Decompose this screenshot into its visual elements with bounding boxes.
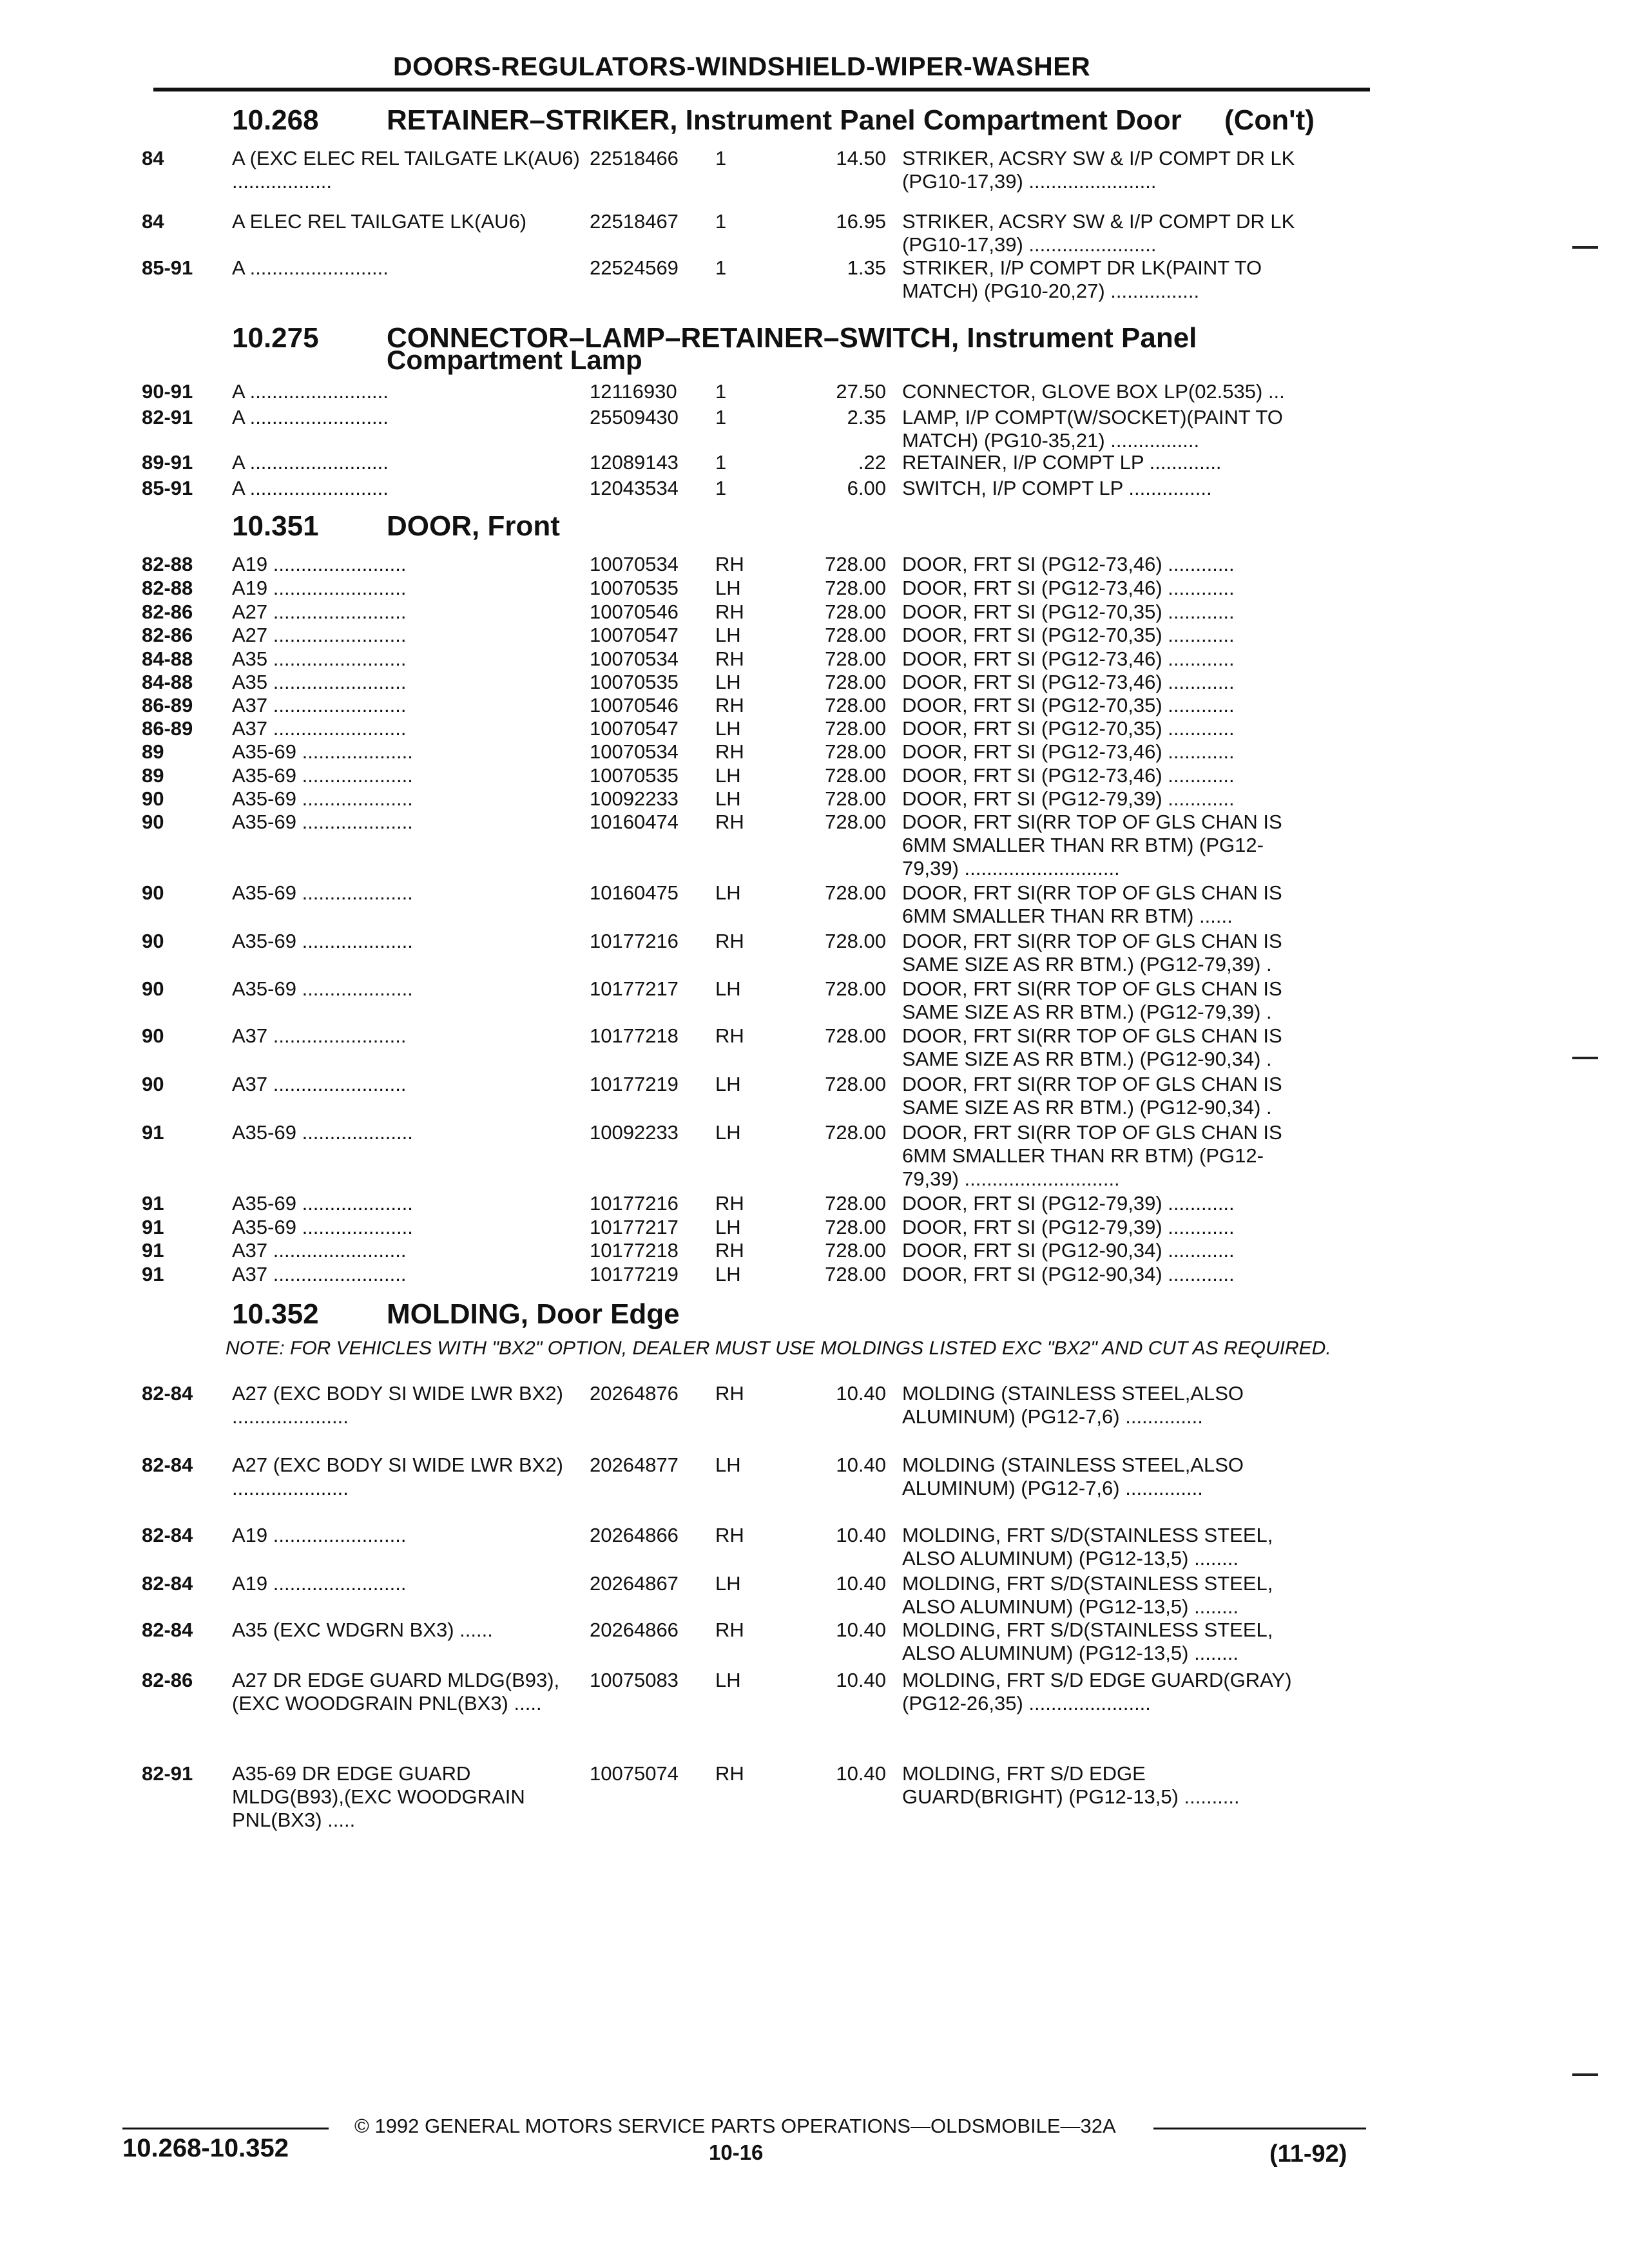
- quantity-or-side: LH: [715, 1669, 741, 1691]
- model-description: A35 ........................: [232, 671, 407, 693]
- part-description: DOOR, FRT SI(RR TOP OF GLS CHAN IS SAME SIZE AS RR BTM.) (PG12-90,34) .: [902, 1024, 1282, 1070]
- footer-rule-right: [1153, 2128, 1366, 2129]
- model-description: A35-69 ....................: [232, 811, 413, 833]
- quantity-or-side: LH: [715, 1073, 741, 1095]
- footer-page-number: 10-16: [709, 2140, 764, 2164]
- part-number: 22524569: [590, 256, 679, 279]
- quantity-or-side: RH: [715, 811, 744, 833]
- model-years: 90-91: [142, 380, 193, 403]
- part-number: 10070535: [590, 577, 679, 599]
- model-description: A35 (EXC WDGRN BX3) ......: [232, 1619, 493, 1641]
- part-number: 10177216: [590, 1192, 679, 1215]
- part-number: 10070534: [590, 553, 679, 575]
- model-years: 90: [142, 787, 164, 810]
- part-description: DOOR, FRT SI (PG12-79,39) ............: [902, 1192, 1235, 1215]
- model-years: 84-88: [142, 671, 193, 693]
- list-price: 728.00: [825, 1239, 886, 1262]
- list-price: 10.40: [836, 1454, 886, 1476]
- quantity-or-side: LH: [715, 1216, 741, 1238]
- part-description: STRIKER, I/P COMPT DR LK(PAINT TO MATCH) (PG10-20,27) ................: [902, 256, 1262, 302]
- model-years: 82-84: [142, 1524, 193, 1546]
- quantity-or-side: RH: [715, 1524, 744, 1546]
- model-years: 91: [142, 1263, 164, 1285]
- list-price: 728.00: [825, 977, 886, 1000]
- part-number: 10070547: [590, 624, 679, 646]
- part-description: DOOR, FRT SI (PG12-73,46) ............: [902, 553, 1235, 575]
- part-description: DOOR, FRT SI(RR TOP OF GLS CHAN IS 6MM SMALLER THAN RR BTM) ......: [902, 881, 1282, 927]
- quantity-or-side: LH: [715, 881, 741, 904]
- group-number: 10.351: [232, 510, 319, 542]
- quantity-or-side: LH: [715, 787, 741, 810]
- list-price: 1.35: [847, 256, 886, 279]
- model-description: A27 (EXC BODY SI WIDE LWR BX2) .....................: [232, 1454, 563, 1499]
- part-description: DOOR, FRT SI(RR TOP OF GLS CHAN IS SAME SIZE AS RR BTM.) (PG12-79,39) .: [902, 977, 1282, 1023]
- list-price: 728.00: [825, 1216, 886, 1238]
- group-subtitle: Compartment Lamp: [387, 345, 642, 375]
- model-description: A37 ........................: [232, 694, 407, 716]
- model-years: 89: [142, 740, 164, 763]
- margin-mark: [1572, 246, 1598, 249]
- quantity-or-side: RH: [715, 1619, 744, 1641]
- part-description: DOOR, FRT SI (PG12-73,46) ............: [902, 740, 1235, 763]
- group-heading: [0, 510, 1629, 544]
- part-description: LAMP, I/P COMPT(W/SOCKET)(PAINT TO MATCH) (PG10-35,21) ................: [902, 406, 1283, 452]
- part-description: DOOR, FRT SI (PG12-70,35) ............: [902, 717, 1235, 740]
- part-number: 10075083: [590, 1669, 679, 1691]
- part-description: DOOR, FRT SI (PG12-90,34) ............: [902, 1239, 1235, 1262]
- part-number: 10075074: [590, 1762, 679, 1785]
- continued-label: (Con't): [1224, 104, 1315, 136]
- quantity-or-side: LH: [715, 577, 741, 599]
- list-price: 728.00: [825, 787, 886, 810]
- model-years: 84: [142, 210, 164, 233]
- quantity-or-side: 1: [715, 210, 727, 233]
- part-description: DOOR, FRT SI (PG12-73,46) ............: [902, 648, 1235, 670]
- model-years: 91: [142, 1121, 164, 1144]
- list-price: 728.00: [825, 553, 886, 575]
- part-number: 10177217: [590, 977, 679, 1000]
- part-description: DOOR, FRT SI (PG12-70,35) ............: [902, 601, 1235, 623]
- footer-rule-left: [122, 2128, 329, 2129]
- quantity-or-side: 1: [715, 406, 727, 428]
- model-description: A .........................: [232, 451, 389, 474]
- quantity-or-side: LH: [715, 764, 741, 787]
- model-description: A19 ........................: [232, 1572, 407, 1595]
- part-description: RETAINER, I/P COMPT LP .............: [902, 451, 1222, 474]
- quantity-or-side: LH: [715, 1454, 741, 1476]
- model-years: 82-88: [142, 577, 193, 599]
- model-years: 89: [142, 764, 164, 787]
- list-price: 728.00: [825, 694, 886, 716]
- quantity-or-side: 1: [715, 477, 727, 499]
- model-description: A19 ........................: [232, 577, 407, 599]
- list-price: 10.40: [836, 1524, 886, 1546]
- part-number: 20264867: [590, 1572, 679, 1595]
- model-description: A37 ........................: [232, 1073, 407, 1095]
- part-number: 10177218: [590, 1024, 679, 1047]
- quantity-or-side: RH: [715, 1239, 744, 1262]
- part-number: 22518466: [590, 147, 679, 169]
- group-title: RETAINER–STRIKER, Instrument Panel Compartment Door: [387, 104, 1182, 136]
- footer-section-range: 10.268-10.352: [122, 2134, 289, 2162]
- part-number: 12116930: [590, 380, 677, 403]
- footer-revision-date: (11-92): [1269, 2140, 1347, 2167]
- page-title: DOORS-REGULATORS-WINDSHIELD-WIPER-WASHER: [393, 52, 1091, 81]
- quantity-or-side: LH: [715, 1572, 741, 1595]
- margin-mark: [1572, 1057, 1598, 1059]
- model-years: 91: [142, 1192, 164, 1215]
- model-description: A35-69 DR EDGE GUARD MLDG(B93),(EXC WOODGRAIN PNL(BX3) .....: [232, 1762, 525, 1831]
- model-description: A27 ........................: [232, 601, 407, 623]
- list-price: 10.40: [836, 1669, 886, 1691]
- part-number: 10177217: [590, 1216, 679, 1238]
- group-title: MOLDING, Door Edge: [387, 1298, 680, 1330]
- model-years: 90: [142, 1073, 164, 1095]
- part-description: MOLDING, FRT S/D EDGE GUARD(BRIGHT) (PG12-13,5) ..........: [902, 1762, 1240, 1808]
- model-description: A .........................: [232, 477, 389, 499]
- part-number: 10177219: [590, 1073, 679, 1095]
- model-description: A .........................: [232, 406, 389, 428]
- part-number: 22518467: [590, 210, 679, 233]
- model-years: 82-84: [142, 1382, 193, 1405]
- part-description: STRIKER, ACSRY SW & I/P COMPT DR LK (PG10-17,39) .......................: [902, 147, 1295, 193]
- model-description: A35-69 ....................: [232, 1216, 413, 1238]
- list-price: .22: [858, 451, 886, 474]
- model-description: A35-69 ....................: [232, 977, 413, 1000]
- part-description: DOOR, FRT SI(RR TOP OF GLS CHAN IS 6MM SMALLER THAN RR BTM) (PG12- 79,39) ............................: [902, 1121, 1282, 1190]
- model-years: 91: [142, 1239, 164, 1262]
- model-description: A35-69 ....................: [232, 764, 413, 787]
- part-number: 12043534: [590, 477, 679, 499]
- model-years: 91: [142, 1216, 164, 1238]
- list-price: 728.00: [825, 717, 886, 740]
- list-price: 728.00: [825, 671, 886, 693]
- part-number: 10070535: [590, 671, 679, 693]
- part-description: DOOR, FRT SI (PG12-70,35) ............: [902, 624, 1235, 646]
- part-description: DOOR, FRT SI(RR TOP OF GLS CHAN IS SAME SIZE AS RR BTM.) (PG12-90,34) .: [902, 1073, 1282, 1119]
- list-price: 728.00: [825, 1192, 886, 1215]
- list-price: 728.00: [825, 1073, 886, 1095]
- quantity-or-side: RH: [715, 1382, 744, 1405]
- quantity-or-side: RH: [715, 1762, 744, 1785]
- part-description: DOOR, FRT SI(RR TOP OF GLS CHAN IS 6MM SMALLER THAN RR BTM) (PG12- 79,39) ............................: [902, 811, 1282, 879]
- part-number: 10160474: [590, 811, 679, 833]
- part-number: 20264866: [590, 1524, 679, 1546]
- margin-mark: [1572, 2073, 1598, 2076]
- list-price: 728.00: [825, 624, 886, 646]
- model-years: 82-86: [142, 624, 193, 646]
- quantity-or-side: LH: [715, 624, 741, 646]
- model-description: A37 ........................: [232, 1263, 407, 1285]
- model-years: 90: [142, 811, 164, 833]
- model-description: A27 ........................: [232, 624, 407, 646]
- model-description: A35 ........................: [232, 648, 407, 670]
- list-price: 2.35: [847, 406, 886, 428]
- model-description: A ELEC REL TAILGATE LK(AU6): [232, 210, 527, 233]
- part-description: DOOR, FRT SI (PG12-73,46) ............: [902, 577, 1235, 599]
- model-description: A37 ........................: [232, 717, 407, 740]
- quantity-or-side: RH: [715, 601, 744, 623]
- model-description: A35-69 ....................: [232, 881, 413, 904]
- group-number: 10.275: [232, 322, 319, 354]
- part-number: 25509430: [590, 406, 679, 428]
- part-number: 10092233: [590, 787, 679, 810]
- part-description: MOLDING (STAINLESS STEEL,ALSO ALUMINUM) (PG12-7,6) ..............: [902, 1382, 1244, 1428]
- part-number: 10177218: [590, 1239, 679, 1262]
- quantity-or-side: RH: [715, 648, 744, 670]
- model-description: A37 ........................: [232, 1239, 407, 1262]
- group-heading: [0, 104, 1629, 138]
- part-description: MOLDING (STAINLESS STEEL,ALSO ALUMINUM) (PG12-7,6) ..............: [902, 1454, 1244, 1499]
- group-title: CONNECTOR–LAMP–RETAINER–SWITCH, Instrument Panel: [387, 322, 1197, 354]
- model-years: 82-91: [142, 1762, 193, 1785]
- part-number: 20264866: [590, 1619, 679, 1641]
- model-years: 84: [142, 147, 164, 169]
- group-title: DOOR, Front: [387, 510, 560, 542]
- model-description: A37 ........................: [232, 1024, 407, 1047]
- group-note: NOTE: FOR VEHICLES WITH "BX2" OPTION, DEALER MUST USE MOLDINGS LISTED EXC "BX2" AND CUT AS REQUIRED.: [226, 1338, 1331, 1359]
- model-description: A27 (EXC BODY SI WIDE LWR BX2) .....................: [232, 1382, 563, 1428]
- list-price: 728.00: [825, 577, 886, 599]
- part-description: STRIKER, ACSRY SW & I/P COMPT DR LK (PG10-17,39) .......................: [902, 210, 1295, 256]
- model-years: 90: [142, 930, 164, 952]
- list-price: 728.00: [825, 1263, 886, 1285]
- part-description: MOLDING, FRT S/D(STAINLESS STEEL, ALSO ALUMINUM) (PG12-13,5) ........: [902, 1572, 1273, 1618]
- part-number: 10070535: [590, 764, 679, 787]
- quantity-or-side: RH: [715, 740, 744, 763]
- quantity-or-side: 1: [715, 451, 727, 474]
- part-description: DOOR, FRT SI (PG12-73,46) ............: [902, 671, 1235, 693]
- quantity-or-side: 1: [715, 147, 727, 169]
- part-number: 10177216: [590, 930, 679, 952]
- part-description: DOOR, FRT SI (PG12-73,46) ............: [902, 764, 1235, 787]
- quantity-or-side: LH: [715, 671, 741, 693]
- part-number: 10070546: [590, 601, 679, 623]
- part-number: 20264876: [590, 1382, 679, 1405]
- part-number: 12089143: [590, 451, 679, 474]
- part-number: 10070534: [590, 648, 679, 670]
- model-years: 82-88: [142, 553, 193, 575]
- list-price: 728.00: [825, 648, 886, 670]
- quantity-or-side: LH: [715, 1121, 741, 1144]
- part-description: DOOR, FRT SI (PG12-79,39) ............: [902, 787, 1235, 810]
- model-years: 82-84: [142, 1454, 193, 1476]
- quantity-or-side: RH: [715, 694, 744, 716]
- model-description: A19 ........................: [232, 1524, 407, 1546]
- part-number: 10092233: [590, 1121, 679, 1144]
- group-number: 10.352: [232, 1298, 319, 1330]
- model-years: 86-89: [142, 694, 193, 716]
- part-number: 20264877: [590, 1454, 679, 1476]
- model-description: A35-69 ....................: [232, 787, 413, 810]
- list-price: 16.95: [836, 210, 886, 233]
- model-years: 90: [142, 1024, 164, 1047]
- model-years: 82-91: [142, 406, 193, 428]
- list-price: 10.40: [836, 1382, 886, 1405]
- list-price: 10.40: [836, 1762, 886, 1785]
- list-price: 728.00: [825, 740, 886, 763]
- quantity-or-side: LH: [715, 717, 741, 740]
- part-description: CONNECTOR, GLOVE BOX LP(02.535) ...: [902, 380, 1285, 403]
- model-years: 82-84: [142, 1572, 193, 1595]
- part-description: DOOR, FRT SI (PG12-79,39) ............: [902, 1216, 1235, 1238]
- list-price: 728.00: [825, 811, 886, 833]
- list-price: 10.40: [836, 1572, 886, 1595]
- list-price: 728.00: [825, 764, 886, 787]
- model-years: 90: [142, 881, 164, 904]
- model-years: 85-91: [142, 477, 193, 499]
- quantity-or-side: LH: [715, 1263, 741, 1285]
- list-price: 728.00: [825, 1024, 886, 1047]
- list-price: 14.50: [836, 147, 886, 169]
- part-description: MOLDING, FRT S/D(STAINLESS STEEL, ALSO ALUMINUM) (PG12-13,5) ........: [902, 1619, 1273, 1664]
- quantity-or-side: 1: [715, 256, 727, 279]
- model-years: 82-84: [142, 1619, 193, 1641]
- group-heading: [0, 322, 1629, 356]
- list-price: 728.00: [825, 930, 886, 952]
- model-years: 82-86: [142, 1669, 193, 1691]
- group-number: 10.268: [232, 104, 319, 136]
- list-price: 728.00: [825, 601, 886, 623]
- quantity-or-side: 1: [715, 380, 727, 403]
- part-number: 10070534: [590, 740, 679, 763]
- part-description: DOOR, FRT SI(RR TOP OF GLS CHAN IS SAME SIZE AS RR BTM.) (PG12-79,39) .: [902, 930, 1282, 975]
- quantity-or-side: LH: [715, 977, 741, 1000]
- model-years: 82-86: [142, 601, 193, 623]
- quantity-or-side: RH: [715, 1192, 744, 1215]
- footer-copyright: © 1992 GENERAL MOTORS SERVICE PARTS OPERATIONS—OLDSMOBILE—32A: [354, 2115, 1116, 2137]
- part-description: MOLDING, FRT S/D EDGE GUARD(GRAY) (PG12-26,35) ......................: [902, 1669, 1292, 1715]
- list-price: 728.00: [825, 881, 886, 904]
- model-description: A35-69 ....................: [232, 1121, 413, 1144]
- part-number: 10070547: [590, 717, 679, 740]
- model-years: 89-91: [142, 451, 193, 474]
- part-description: MOLDING, FRT S/D(STAINLESS STEEL, ALSO ALUMINUM) (PG12-13,5) ........: [902, 1524, 1273, 1570]
- list-price: 6.00: [847, 477, 886, 499]
- model-description: A35-69 ....................: [232, 740, 413, 763]
- model-description: A (EXC ELEC REL TAILGATE LK(AU6) ..................: [232, 147, 580, 193]
- part-description: DOOR, FRT SI (PG12-90,34) ............: [902, 1263, 1235, 1285]
- quantity-or-side: RH: [715, 553, 744, 575]
- model-years: 86-89: [142, 717, 193, 740]
- model-description: A .........................: [232, 256, 389, 279]
- model-description: A35-69 ....................: [232, 1192, 413, 1215]
- title-rule: [153, 88, 1370, 91]
- group-heading: [0, 1298, 1629, 1332]
- model-description: A .........................: [232, 380, 389, 403]
- model-years: 90: [142, 977, 164, 1000]
- part-number: 10070546: [590, 694, 679, 716]
- part-number: 10177219: [590, 1263, 679, 1285]
- model-description: A19 ........................: [232, 553, 407, 575]
- list-price: 10.40: [836, 1619, 886, 1641]
- part-description: SWITCH, I/P COMPT LP ...............: [902, 477, 1212, 499]
- list-price: 728.00: [825, 1121, 886, 1144]
- model-years: 84-88: [142, 648, 193, 670]
- list-price: 27.50: [836, 380, 886, 403]
- quantity-or-side: RH: [715, 1024, 744, 1047]
- part-number: 10160475: [590, 881, 679, 904]
- quantity-or-side: RH: [715, 930, 744, 952]
- model-description: A27 DR EDGE GUARD MLDG(B93),(EXC WOODGRAIN PNL(BX3) .....: [232, 1669, 560, 1715]
- model-years: 85-91: [142, 256, 193, 279]
- model-description: A35-69 ....................: [232, 930, 413, 952]
- part-description: DOOR, FRT SI (PG12-70,35) ............: [902, 694, 1235, 716]
